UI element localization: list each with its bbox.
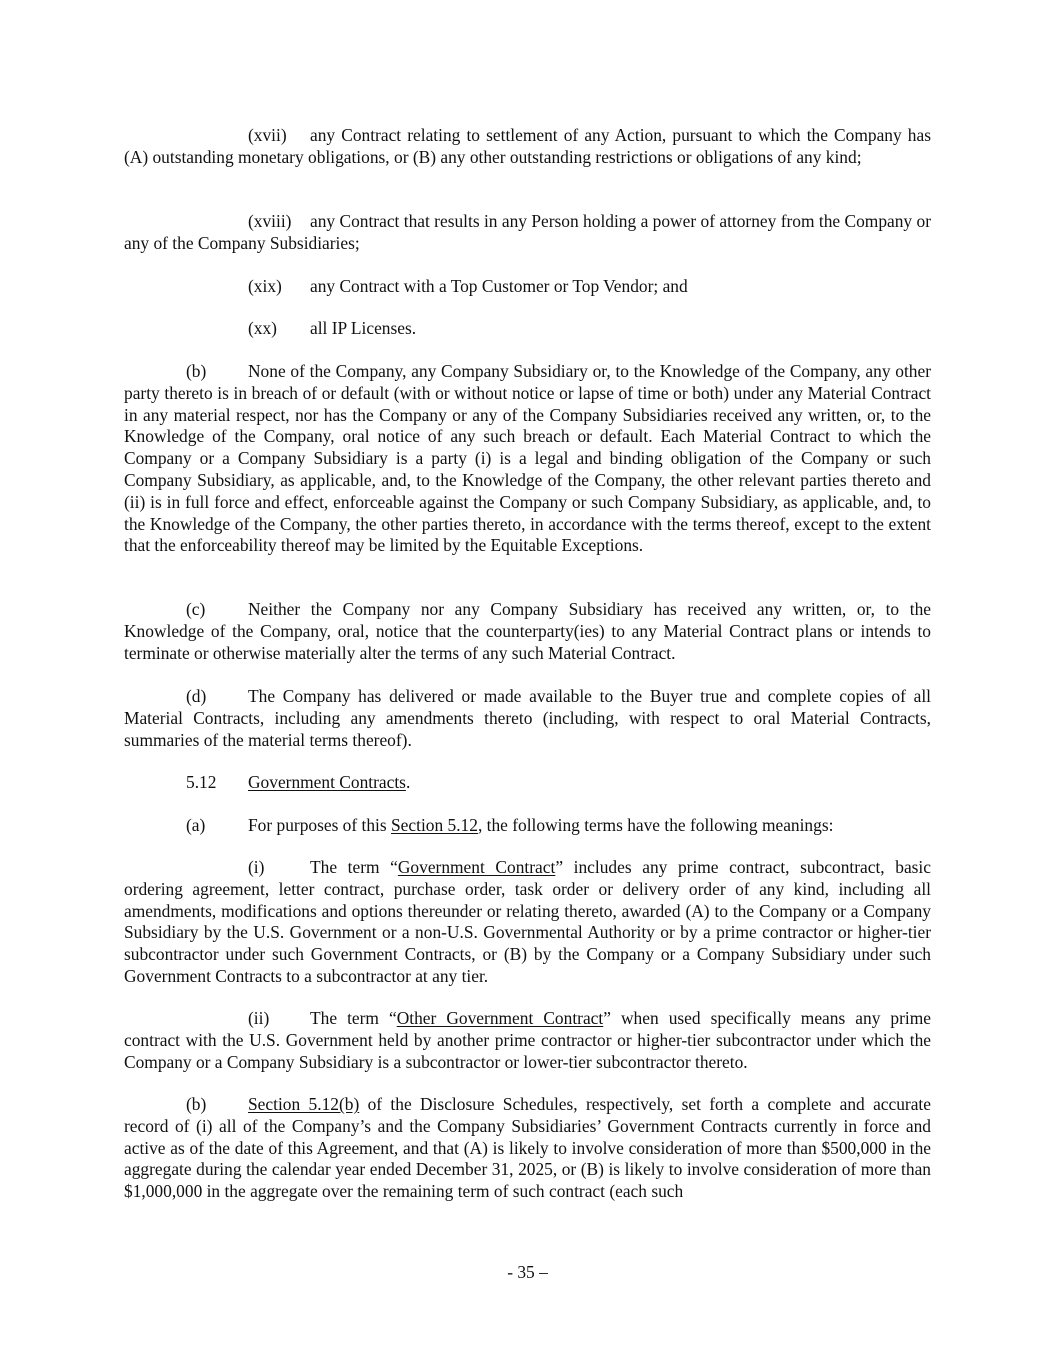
clause-label: (xvii) <box>248 125 287 145</box>
gov-paragraph-b: (b) Section 5.12(b) of the Disclosure Schedules, respectively, set forth a complete and accurate record of (i) all of the Company’s and the Company Subsidiaries’ Government Contracts currently in force and active as of the date of this Agreement, and that (A) is likely to involve consideration of more than $500,000 in the aggregate during the calendar year ended December 31, 2025, or (B) is likely to involve consideration of more than $1,000,000 in the aggregate over the remaining term of such contract (each such <box>124 1094 931 1202</box>
clause-label: (i) <box>248 857 265 877</box>
clause-text: any Contract that results in any Person holding a power of attorney from the Company or any of the Company Subsidiaries; <box>124 211 931 253</box>
defined-term: Government Contract <box>397 857 556 877</box>
clause-label: (xviii) <box>248 211 292 231</box>
paragraph-b <box>124 361 931 557</box>
defined-term: Other Government Contract <box>396 1008 604 1028</box>
section-heading: 5.12 Government Contracts. <box>186 772 411 792</box>
clause-xvii <box>124 125 931 169</box>
paragraph-text: None of the Company, any Company Subsidiary or, to the Knowledge of the Company, any other party thereto is in breach of or default (with or without notice or lapse of time or both) under any Material Contract in any material respect, nor has the Company or any of the Company Subsidiaries received any written, or, to the Knowledge of the Company, oral notice of any such breach or default. Each Material Contract to which the Company or a Company Subsidiary is a party (i) is a legal and binding obligation of the Company or such Company Subsidiary, as applicable, and, to the Knowledge of the Company, the other relevant parties thereto and (ii) is in full force and effect, enforceable against the Company or such Company Subsidiary, as applicable, and, to the Knowledge of the Company, the other parties thereto, in accordance with the terms thereof, except to the extent that the enforceability thereof may be limited by the Equitable Exceptions. <box>124 361 931 556</box>
section-number: 5.12 <box>186 772 217 792</box>
clause-xix <box>248 276 688 298</box>
definition-government-contract: (i) The term “Government Contract” includes any prime contract, subcontract, basic ordering agreement, letter contract, purchase order, task order or delivery order of any kind, including all amendments, modifications and options thereunder or relating thereto, awarded (A) to the Company or a Company Subsidiary by the U.S. Government or a non-U.S. Governmental Authority or by a prime contractor or higher-tier subcontractor under such Government Contracts, or (B) by the Company or a Company Subsidiary under such Government Contracts to a subcontractor at any tier. <box>124 857 931 986</box>
gov-paragraph-a: (a) For purposes of this Section 5.12, the following terms have the following meanings: <box>186 815 834 835</box>
clause-label: (xx) <box>248 318 277 338</box>
clause-label: (ii) <box>248 1008 270 1028</box>
clause-xx <box>248 318 416 340</box>
page-number: - 35 – <box>507 1262 548 1282</box>
paragraph-d <box>124 686 931 751</box>
clause-text: all IP Licenses. <box>310 318 417 338</box>
paragraph-text: Neither the Company nor any Company Subsidiary has received any written, or, to the Knowledge of the Company, oral, notice that the counterparty(ies) to any Material Contract plans or intends to terminate or otherwise materially alter the terms of any such Material Contract. <box>124 599 931 663</box>
paragraph-label: (d) <box>186 686 207 706</box>
paragraph-label: (b) <box>186 1094 207 1114</box>
paragraph-label: (a) <box>186 815 206 835</box>
paragraph-label: (b) <box>186 361 207 381</box>
clause-text: any Contract with a Top Customer or Top Vendor; and <box>310 276 688 296</box>
section-reference: Section 5.12 <box>391 815 478 835</box>
section-title: Government Contracts <box>248 772 406 792</box>
definition-other-government-contract: (ii) The term “Other Government Contract” when used specifically means any prime contract with the U.S. Government held by another prime contractor or higher-tier subcontractor under which the Company or a Company Subsidiary is a subcontractor or lower-tier subcontractor thereto. <box>124 1008 931 1072</box>
paragraph-text: The Company has delivered or made available to the Buyer true and complete copies of all Material Contracts, including any amendments thereto (including, with respect to oral Material Contracts, summaries of the material terms thereof). <box>124 686 931 750</box>
clause-label: (xix) <box>248 276 282 296</box>
paragraph-c <box>124 599 931 664</box>
clause-xviii <box>124 211 931 255</box>
clause-text: any Contract relating to settlement of any Action, pursuant to which the Company has (A) outstanding monetary obligations, or (B) any other outstanding restrictions or obligations of any kind; <box>124 125 931 167</box>
paragraph-label: (c) <box>186 599 206 619</box>
section-reference: Section 5.12(b) <box>248 1094 360 1114</box>
